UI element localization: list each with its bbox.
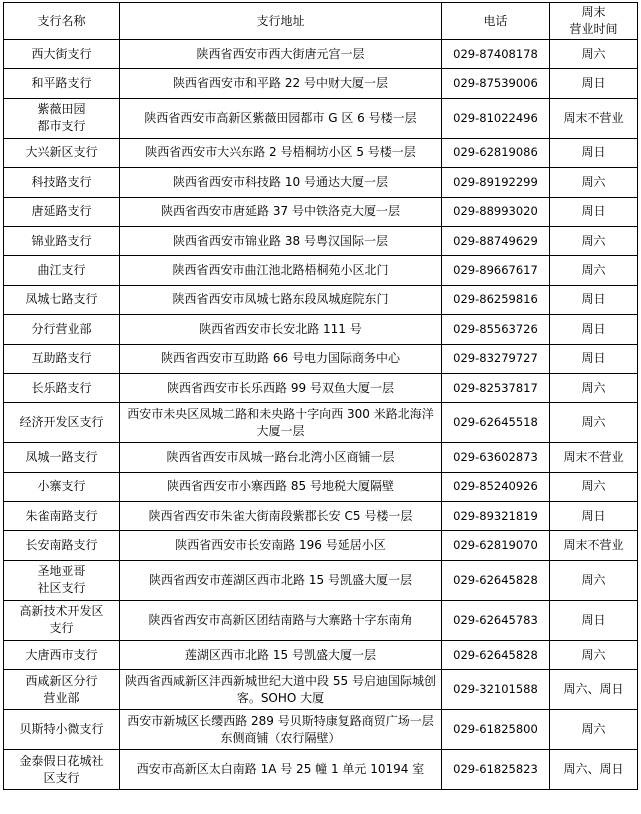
branch-address-cell: 陕西省西安市凤城七路东段凤城庭院东门 [120,285,442,314]
branch-name-cell: 凤城一路支行 [4,443,120,472]
table-row [4,640,638,669]
branch-address-cell: 陕西省西安市莲湖区西市北路 15 号凯盛大厦一层 [120,560,442,600]
weekend-hours-cell: 周六 [550,40,638,69]
phone-cell: 029-61825800 [442,710,550,750]
phone-cell: 029-62645828 [442,560,550,600]
weekend-hours-cell: 周六 [550,403,638,443]
weekend-hours-cell: 周六、周日 [550,670,638,710]
branch-name-cell: 经济开发区支行 [4,403,120,443]
weekend-hours-cell: 周六 [550,710,638,750]
weekend-hours-cell: 周日 [550,600,638,640]
branch-address-cell: 陕西省西安市凤城一路台北湾小区商铺一层 [120,443,442,472]
phone-cell: 029-85563726 [442,315,550,344]
table-row [4,344,638,373]
branch-name-cell: 科技路支行 [4,168,120,197]
phone-cell: 029-62819086 [442,138,550,167]
phone-cell: 029-89192299 [442,168,550,197]
branch-table [3,2,638,790]
table-row [4,502,638,531]
weekend-hours-cell: 周日 [550,138,638,167]
branch-name-cell: 和平路支行 [4,69,120,98]
branch-name-cell: 金泰假日花城社 区支行 [4,750,120,790]
branch-name-cell: 大唐西市支行 [4,640,120,669]
branch-address-cell: 陕西省西安市长安南路 196 号延居小区 [120,531,442,560]
table-row [4,600,638,640]
branch-address-cell: 陕西省西安市长乐西路 99 号双鱼大厦一层 [120,373,442,402]
weekend-hours-cell: 周六 [550,472,638,501]
table-row [4,197,638,226]
weekend-hours-cell: 周末不营业 [550,531,638,560]
weekend-hours-cell: 周日 [550,197,638,226]
phone-cell: 029-89321819 [442,502,550,531]
branch-address-cell: 陕西省西安市小寨西路 85 号地税大厦隔壁 [120,472,442,501]
weekend-hours-cell: 周六 [550,168,638,197]
phone-cell: 029-62645783 [442,600,550,640]
branch-address-cell: 莲湖区西市北路 15 号凯盛大厦一层 [120,640,442,669]
table-row [4,750,638,790]
branch-name-cell: 高新技术开发区 支行 [4,600,120,640]
weekend-hours-cell: 周六 [550,640,638,669]
phone-cell: 029-62645518 [442,403,550,443]
branch-name-cell: 曲江支行 [4,256,120,285]
table-row [4,69,638,98]
table-row [4,138,638,167]
phone-cell: 029-63602873 [442,443,550,472]
table-row [4,40,638,69]
branch-address-cell: 陕西省西安市互助路 66 号电力国际商务中心 [120,344,442,373]
branch-name-cell: 西咸新区分行 营业部 [4,670,120,710]
table-body [4,40,638,790]
weekend-hours-cell: 周六 [550,560,638,600]
branch-name-cell: 贝斯特小微支行 [4,710,120,750]
phone-cell: 029-88993020 [442,197,550,226]
phone-cell: 029-61825823 [442,750,550,790]
branch-address-cell: 陕西省西安市曲江池北路梧桐苑小区北门 [120,256,442,285]
header-row [4,3,638,40]
phone-cell: 029-83279727 [442,344,550,373]
weekend-hours-cell: 周日 [550,315,638,344]
branch-address-cell: 西安市新城区长缨西路 289 号贝斯特康复路商贸广场一层东侧商铺（农行隔壁） [120,710,442,750]
branch-address-cell: 西安市未央区凤城二路和未央路十字向西 300 米路北海洋大厦一层 [120,403,442,443]
branch-address-cell: 西安市高新区太白南路 1A 号 25 幢 1 单元 10194 室 [120,750,442,790]
phone-cell: 029-82537817 [442,373,550,402]
phone-cell: 029-85240926 [442,472,550,501]
weekend-hours-cell: 周日 [550,502,638,531]
branch-address-cell: 陕西省西安市锦业路 38 号粤汉国际一层 [120,226,442,255]
branch-address-cell: 陕西省西安市唐延路 37 号中铁洛克大厦一层 [120,197,442,226]
weekend-hours-cell: 周六、周日 [550,750,638,790]
phone-cell: 029-62819070 [442,531,550,560]
table-row [4,226,638,255]
table-row [4,710,638,750]
weekend-hours-cell: 周六 [550,226,638,255]
branch-name-cell: 紫薇田园 都市支行 [4,98,120,138]
branch-name-cell: 小寨支行 [4,472,120,501]
branch-address-cell: 陕西省西安市高新区紫薇田园都市 G 区 6 号楼一层 [120,98,442,138]
weekend-hours-cell: 周日 [550,69,638,98]
branch-address-cell: 陕西省西安市西大街唐元宫一层 [120,40,442,69]
branch-name-cell: 互助路支行 [4,344,120,373]
branch-name-cell: 圣地亚哥 社区支行 [4,560,120,600]
branch-name-cell: 长安南路支行 [4,531,120,560]
weekend-hours-cell: 周日 [550,344,638,373]
branch-address-cell: 陕西省西安市科技路 10 号通达大厦一层 [120,168,442,197]
branch-name-cell: 长乐路支行 [4,373,120,402]
header-branch-name: 支行名称 [4,3,120,40]
table-row [4,373,638,402]
branch-name-cell: 分行营业部 [4,315,120,344]
branch-address-cell: 陕西省西安市朱雀大街南段紫郡长安 C5 号楼一层 [120,502,442,531]
table-row [4,472,638,501]
phone-cell: 029-88749629 [442,226,550,255]
branch-name-cell: 西大街支行 [4,40,120,69]
branch-address-cell: 陕西省西安市高新区团结南路与大寨路十字东南角 [120,600,442,640]
table-row [4,560,638,600]
branch-name-cell: 朱雀南路支行 [4,502,120,531]
weekend-hours-cell: 周六 [550,256,638,285]
table-row [4,403,638,443]
phone-cell: 029-86259816 [442,285,550,314]
weekend-hours-cell: 周日 [550,285,638,314]
branch-address-cell: 陕西省西安市长安北路 111 号 [120,315,442,344]
branch-name-cell: 锦业路支行 [4,226,120,255]
branch-name-cell: 凤城七路支行 [4,285,120,314]
table-row [4,256,638,285]
branch-address-cell: 陕西省西安市大兴东路 2 号梧桐坊小区 5 号楼一层 [120,138,442,167]
table-row [4,670,638,710]
weekend-hours-cell: 周六 [550,373,638,402]
table-row [4,443,638,472]
phone-cell: 029-81022496 [442,98,550,138]
branch-address-cell: 陕西省西咸新区沣西新城世纪大道中段 55 号启迪国际城创客。SOHO 大厦 [120,670,442,710]
weekend-hours-cell: 周末不营业 [550,98,638,138]
header-weekend-hours: 周末 营业时间 [550,3,638,40]
phone-cell: 029-87408178 [442,40,550,69]
header-branch-address: 支行地址 [120,3,442,40]
branch-address-cell: 陕西省西安市和平路 22 号中财大厦一层 [120,69,442,98]
weekend-hours-cell: 周末不营业 [550,443,638,472]
phone-cell: 029-62645828 [442,640,550,669]
table-row [4,531,638,560]
table-row [4,285,638,314]
header-phone: 电话 [442,3,550,40]
branch-name-cell: 唐延路支行 [4,197,120,226]
table-row [4,168,638,197]
phone-cell: 029-32101588 [442,670,550,710]
phone-cell: 029-89667617 [442,256,550,285]
branch-name-cell: 大兴新区支行 [4,138,120,167]
table-row [4,315,638,344]
table-row [4,98,638,138]
phone-cell: 029-87539006 [442,69,550,98]
